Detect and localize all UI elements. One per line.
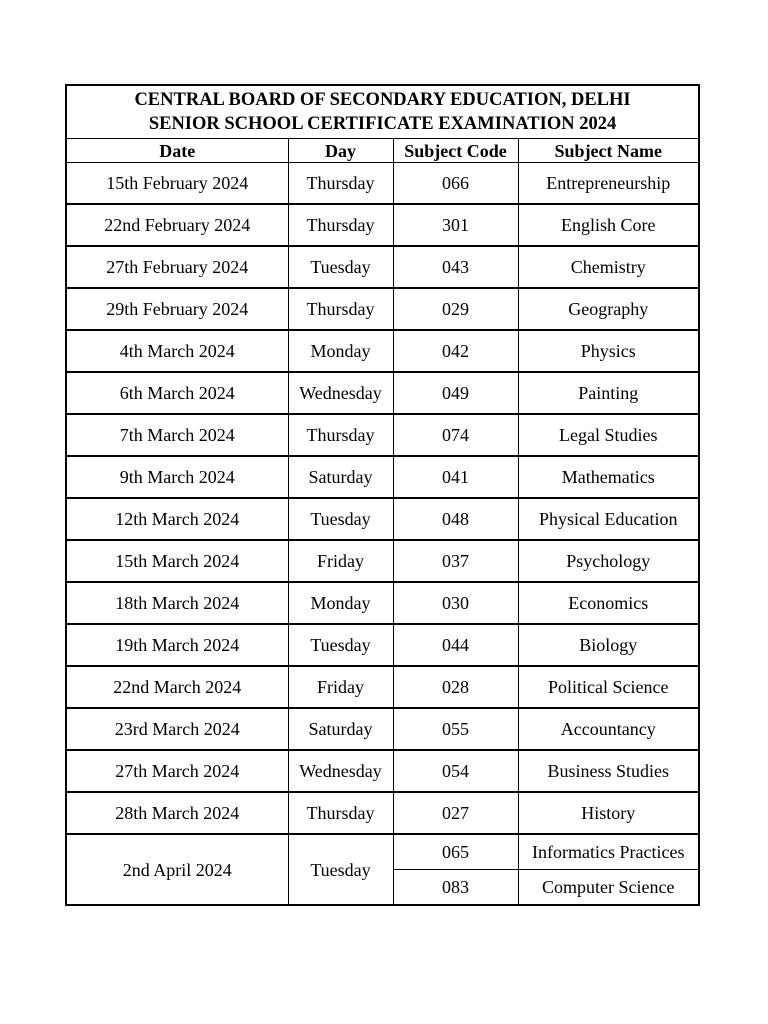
cell-subject-code: 066: [393, 163, 518, 205]
cell-day: Tuesday: [288, 624, 393, 666]
column-header-date: Date: [66, 139, 288, 163]
cell-subject-code: 041: [393, 456, 518, 498]
table-row: [66, 204, 699, 246]
cell-subject-code: 301: [393, 204, 518, 246]
cell-day: Saturday: [288, 456, 393, 498]
table-row: [66, 372, 699, 414]
cell-date: 15th March 2024: [66, 540, 288, 582]
cell-date: 27th February 2024: [66, 246, 288, 288]
cell-subject-code: 027: [393, 792, 518, 834]
cell-day: Saturday: [288, 708, 393, 750]
cell-subject-code: 029: [393, 288, 518, 330]
cell-subject-code: 049: [393, 372, 518, 414]
cell-subject-code: 042: [393, 330, 518, 372]
cell-date: 12th March 2024: [66, 498, 288, 540]
cell-subject-name: Legal Studies: [518, 414, 699, 456]
cell-subject-code: 065: [393, 834, 518, 870]
cell-subject-name: Entrepreneurship: [518, 163, 699, 205]
cell-date: 22nd March 2024: [66, 666, 288, 708]
table-row: [66, 498, 699, 540]
title-line-exam: SENIOR SCHOOL CERTIFICATE EXAMINATION 2024: [148, 114, 617, 134]
cell-subject-code: 028: [393, 666, 518, 708]
cell-subject-code: 083: [393, 870, 518, 906]
cell-day: Friday: [288, 540, 393, 582]
table-row: [66, 624, 699, 666]
cell-subject-code: 074: [393, 414, 518, 456]
cell-subject-code: 055: [393, 708, 518, 750]
cell-date: 7th March 2024: [66, 414, 288, 456]
cell-subject-code: 030: [393, 582, 518, 624]
table-row: [66, 792, 699, 834]
table-row: [66, 288, 699, 330]
cell-day: Tuesday: [288, 246, 393, 288]
cell-day: Thursday: [288, 288, 393, 330]
cell-subject-name: Geography: [518, 288, 699, 330]
cell-day: Thursday: [288, 792, 393, 834]
cell-subject-name: Accountancy: [518, 708, 699, 750]
table-row: [66, 163, 699, 205]
cell-subject-code: 043: [393, 246, 518, 288]
cell-subject-code: 037: [393, 540, 518, 582]
cell-subject-name: Physical Education: [518, 498, 699, 540]
cell-subject-name: Informatics Practices: [518, 834, 699, 870]
table-row: [66, 750, 699, 792]
cell-date: 6th March 2024: [66, 372, 288, 414]
column-header-subject-name: Subject Name: [518, 139, 699, 163]
cell-subject-name: Economics: [518, 582, 699, 624]
table-row: [66, 582, 699, 624]
table-title: [66, 85, 699, 139]
table-row: [66, 666, 699, 708]
table-row: [66, 330, 699, 372]
cell-subject-name: Physics: [518, 330, 699, 372]
table-row: [66, 540, 699, 582]
cell-subject-code: 044: [393, 624, 518, 666]
table-row: [66, 456, 699, 498]
cell-day: Thursday: [288, 414, 393, 456]
cell-day: Tuesday: [288, 834, 393, 905]
cell-subject-name: English Core: [518, 204, 699, 246]
table-row: [66, 414, 699, 456]
cell-date: 15th February 2024: [66, 163, 288, 205]
cell-date: 4th March 2024: [66, 330, 288, 372]
cell-subject-name: History: [518, 792, 699, 834]
header-row: [66, 139, 699, 163]
cell-date: 19th March 2024: [66, 624, 288, 666]
cell-date: 28th March 2024: [66, 792, 288, 834]
cell-day: Thursday: [288, 204, 393, 246]
exam-schedule-table: [65, 84, 700, 906]
cell-subject-name: Mathematics: [518, 456, 699, 498]
table-row-last: [66, 834, 699, 870]
cell-date: 2nd April 2024: [66, 834, 288, 905]
column-header-day: Day: [288, 139, 393, 163]
cell-date: 22nd February 2024: [66, 204, 288, 246]
cell-day: Monday: [288, 582, 393, 624]
cell-day: Monday: [288, 330, 393, 372]
column-header-subject-code: Subject Code: [393, 139, 518, 163]
cell-date: 23rd March 2024: [66, 708, 288, 750]
cell-subject-code: 054: [393, 750, 518, 792]
title-line-board: CENTRAL BOARD OF SECONDARY EDUCATION, DELHI: [134, 90, 631, 110]
cell-subject-name: Computer Science: [518, 870, 699, 906]
cell-subject-name: Psychology: [518, 540, 699, 582]
table-row: [66, 246, 699, 288]
title-row: [66, 85, 699, 139]
cell-date: 29th February 2024: [66, 288, 288, 330]
cell-subject-name: Political Science: [518, 666, 699, 708]
cell-subject-name: Painting: [518, 372, 699, 414]
cell-day: Thursday: [288, 163, 393, 205]
cell-day: Wednesday: [288, 750, 393, 792]
cell-subject-name: Business Studies: [518, 750, 699, 792]
cell-subject-name: Chemistry: [518, 246, 699, 288]
cell-date: 9th March 2024: [66, 456, 288, 498]
cell-date: 18th March 2024: [66, 582, 288, 624]
cell-day: Friday: [288, 666, 393, 708]
cell-subject-name: Biology: [518, 624, 699, 666]
cell-date: 27th March 2024: [66, 750, 288, 792]
cell-subject-code: 048: [393, 498, 518, 540]
table-row: [66, 708, 699, 750]
cell-day: Tuesday: [288, 498, 393, 540]
cell-day: Wednesday: [288, 372, 393, 414]
